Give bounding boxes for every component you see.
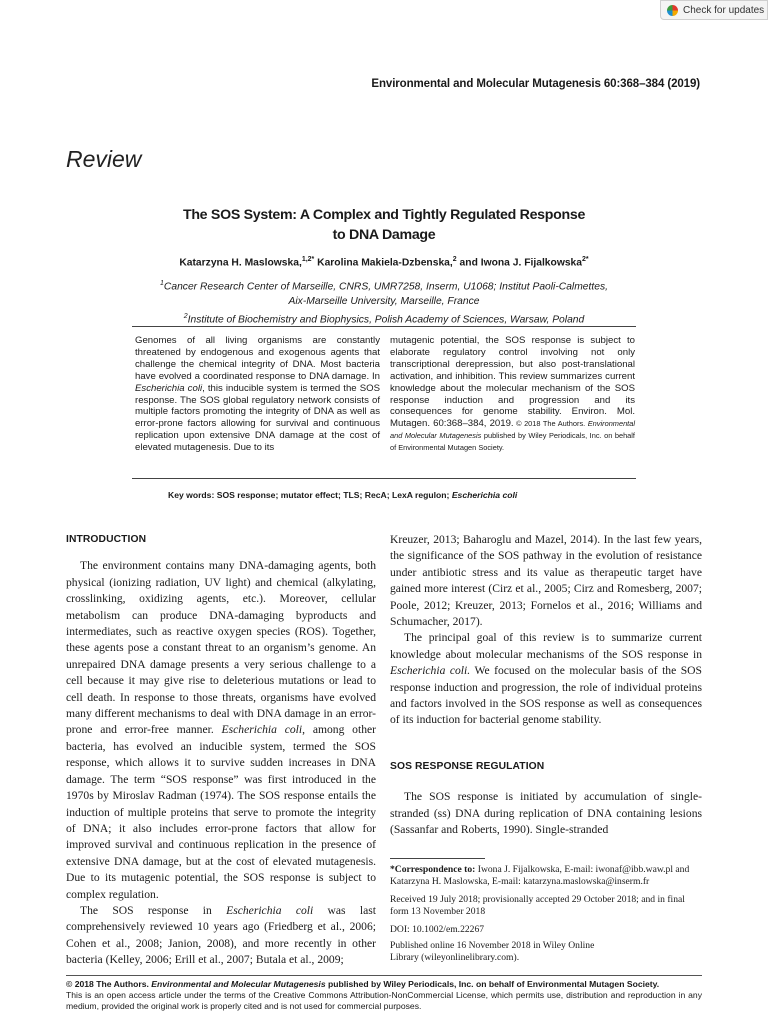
abstract-text: , this inducible system is termed the SOS response. The SOS global regulatory network consists of multiple factors promoting the integrity of DNA as well as error-prone factors allowing for survival and continuous replication upon extensive DNA damage at the cost of elevated mutagenesis. Due to its <box>135 382 381 454</box>
affiliation-2-line: Institute of Biochemistry and Biophysics, Polish Academy of Sciences, Warsaw, Poland <box>187 314 585 326</box>
author-name: Karolina Makiela-Dzbenska, <box>314 257 453 269</box>
license-footer <box>66 979 702 1012</box>
keywords-label: Key words: <box>168 490 217 500</box>
body-column-left <box>66 532 376 969</box>
article-title <box>120 205 648 245</box>
intro-paragraph-2 <box>66 903 376 969</box>
footer-text: published by Wiley Periodicals, Inc. on behalf of Environmental Mutagen Society. <box>325 979 660 989</box>
doi: DOI: 10.1002/em.22267 <box>390 924 485 935</box>
author-affiliation-mark: 1,2* <box>301 256 315 263</box>
abstract-column-left <box>135 335 380 454</box>
affiliation-mark: 2 <box>183 313 188 321</box>
body-text: The principal goal of this review is to summarize current knowledge about molecular mechanisms of the SOS response in <box>390 631 702 661</box>
received-dates: Received 19 July 2018; provisionally accepted 29 October 2018; and in final form 13 November 2018 <box>390 894 685 917</box>
author-affiliation-mark: 2 <box>452 256 457 263</box>
journal-name: Environmental and Molecular Mutagenesis <box>390 419 635 441</box>
author-name: and Iwona J. Fijalkowska <box>456 257 583 269</box>
footer-text: © 2018 The Authors. <box>66 979 152 989</box>
body-text: , among other bacteria, has evolved an inducible system, termed the SOS response, which allows it to survive sudden increases in DNA damage. The term “SOS response” was first introduced in the 1970s by Miroslav Radman (1974). The SOS response entails the induction of multiple proteins that serve to promote the integrity of DNA; it also includes error-prone factors that allow for improved survival and continuous replication in the presence of extensive DNA damage, but at the cost of elevated mutagenesis. Due to its mutagenic potential, the SOS response is subject to complex regulation. <box>66 723 377 901</box>
sos-paragraph-1: The SOS response is initiated by accumulation of single-stranded (ss) DNA during replication of DNA containing lesions (Sassanfar and Roberts, 1990). Single-stranded <box>390 790 702 837</box>
footnote-divider <box>390 858 485 859</box>
abstract-text-right <box>390 335 635 454</box>
affiliation-mark: 1 <box>160 280 164 287</box>
journal-name: Environmental and Molecular Mutagenesis <box>151 979 326 989</box>
copyright-text: published by Wiley Periodicals, Inc. on behalf of Environmental Mutagen Society. <box>390 431 635 453</box>
author-name: Katarzyna H. Maslowska, <box>179 257 302 269</box>
affiliation-1 <box>110 276 658 294</box>
check-for-updates-label: Check for updates <box>683 4 765 16</box>
body-column-right <box>390 532 702 839</box>
abstract-column-right <box>390 335 635 454</box>
introduction-heading: INTRODUCTION <box>66 534 147 545</box>
affiliation-1-line-1: Cancer Research Center of Marseille, CNRS, UMR7258, Inserm, U1068; Institut Paoli-Calmettes, <box>163 281 608 293</box>
author-affiliation-mark: 2* <box>582 256 589 263</box>
footer-divider <box>66 975 702 976</box>
check-for-updates-button[interactable] <box>660 0 768 20</box>
keywords-species: Escherichia coli <box>451 490 518 500</box>
correspondence-text: Iwona J. Fijalkowska, E-mail: iwonaf@ibb.waw.pl and Katarzyna H. Maslowska, E-mail: katarzyna.maslowska@inserm.fr <box>390 864 690 887</box>
body-text: The environment contains many DNA-damaging agents, both physical (ionizing radiation, UV light) and chemical (alkylating, crosslinking, oxidizing agents, etc.). Moreover, cellular metabolism can produce DNA-damaging byproducts and intermediates, such as reactive oxygen species (ROS). Together, these agents pose a constant threat to an organism’s genome. An unrepaired DNA damage presents a very serious challenge to a cell because it may give rise to deleterious mutations or lead to cell death. In response to those threats, organisms have evolved many different mechanisms to deal with DNA damage in an error-prone and error-free manner. <box>66 559 376 737</box>
affiliations <box>110 276 658 328</box>
published-online: Published online 16 November 2018 in Wiley Online Library (wileyonlinelibrary.com). <box>390 940 595 963</box>
author-list <box>100 256 668 268</box>
keywords-text: SOS response; mutator effect; TLS; RecA; LexA regulon; <box>216 490 452 500</box>
sos-regulation-heading: SOS RESPONSE REGULATION <box>390 760 545 772</box>
footer-license: This is an open access article under the terms of the Creative Commons Attribution-NonCommercial License, which permits use, distribution and reproduction in any medium, provided the original work is properly cited and is not used for commercial purposes. <box>66 990 702 1011</box>
species-name: Escherichia coli <box>135 382 203 394</box>
abstract-text-left <box>135 335 380 454</box>
species-name: Escherichia coli <box>221 723 303 737</box>
species-name: Escherichia coli. <box>390 664 471 678</box>
copyright-text: © 2018 The Authors. <box>513 419 588 429</box>
body-text: We focused on the molecular basis of the SOS response induction and progression, the role of individual proteins and factors involved in the SOS response as well as consequences of its induction for bacterial genome stability. <box>390 664 702 727</box>
correspondence-label: *Correspondence to: <box>390 864 476 875</box>
journal-citation: Environmental and Molecular Mutagenesis 60:368–384 (2019) <box>371 78 700 90</box>
abstract-text: mutagenic potential, the SOS response is subject to elaborate regulatory control involving not only transcriptional derepression, but also post-translational activation, and inhibition. This review summarizes current knowledge about the molecular mechanism of the SOS response induction and progression and its consequences for genome stability. Environ. Mol. Mutagen. 60:368–384, 2019. <box>390 335 635 430</box>
affiliation-1-line-2: Aix-Marseille University, Marseille, France <box>288 296 480 308</box>
abstract-text: Genomes of all living organisms are constantly threatened by endogenous and exogenous agents that challenge the chemical integrity of DNA. Most bacteria have evolved a coordinated response to DNA damage. In <box>135 335 380 382</box>
species-name: Escherichia coli <box>226 903 314 917</box>
intro-paragraph-4 <box>390 630 702 728</box>
footer-copyright <box>66 979 702 990</box>
crossmark-icon <box>667 5 678 16</box>
keywords <box>168 490 517 500</box>
article-type-label: Review <box>66 146 142 172</box>
intro-paragraph-3: Kreuzer, 2013; Baharoglu and Mazel, 2014). In the last few years, the significance of the SOS pathway in the evolution of resistance under antibiotic stress and its value as therapeutic target have gained more interest (Cirz et al., 2005; Cirz and Romesberg, 2007; Poole, 2012; Kreuzer, 2013; Fornelos et al., 2016; Williams and Schumacher, 2017). <box>390 533 702 629</box>
abstract-box <box>132 326 636 479</box>
intro-paragraph-1 <box>66 558 376 903</box>
body-text: was last comprehensively reviewed 10 years ago (Friedberg et al., 2006; Cohen et al., 2008; Janion, 2008), and more recently in other bacteria (Kelley, 2006; Erill et al., 2007; Butala et al., 2009; <box>66 903 376 967</box>
title-line-1: The SOS System: A Complex and Tightly Regulated Response <box>182 207 586 223</box>
correspondence-note <box>390 864 702 888</box>
body-text: The SOS response in <box>80 903 227 917</box>
title-line-2: to DNA Damage <box>332 227 436 243</box>
